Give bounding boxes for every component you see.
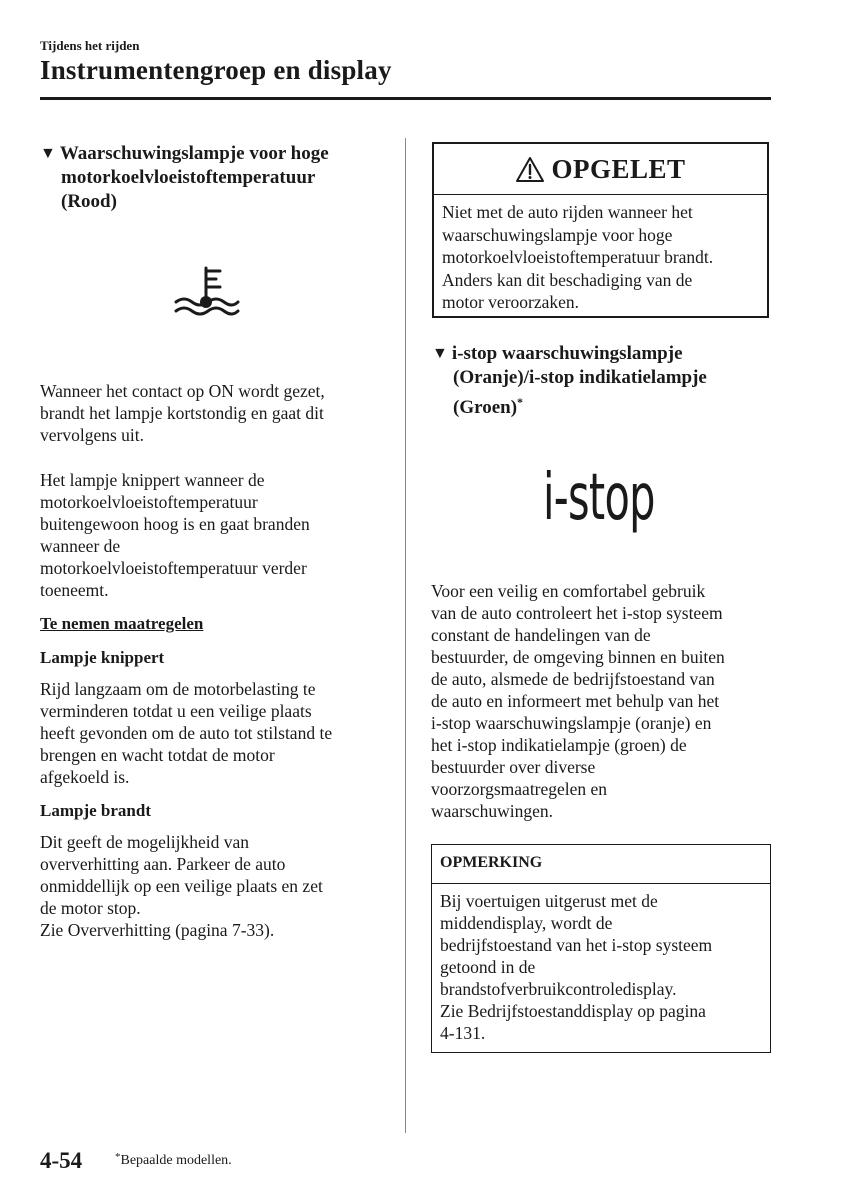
footnote: *Bepaalde modellen. xyxy=(115,1151,232,1168)
paragraph-istop-description: Voor een veilig en comfortabel gebruik van de auto controleert het i-stop systeem constant de handelingen van de bestuurder, de omgeving binnen en buiten de auto, alsmede de bedrijfstoestand van de auto en informeert met behulp van het i-stop waarschuwingslampje (oranje) en het i-stop indikatielampje (groen) de bestuurder over diverse voorzorgsmaatregelen en waarschuwingen. xyxy=(431,581,725,821)
warning-triangle-icon xyxy=(515,156,545,183)
page-number: 4-54 xyxy=(40,1148,83,1173)
model-asterisk: * xyxy=(517,395,524,409)
caution-text: Niet met de auto rijden wanneer het waarschuwingslampje voor hoge motorkoelvloeistoftemperatuur brandt. Anders kan dit beschadiging van de motor veroorzaken. xyxy=(442,202,714,312)
coolant-temperature-warning-icon xyxy=(172,264,240,324)
istop-indicator-symbol: i-stop xyxy=(543,461,655,535)
note-label: OPMERKING xyxy=(432,845,770,884)
paragraph-blinking-action: Rijd langzaam om de motorbelasting te verminderen totdat u een veilige plaats heeft gevonden om de auto tot stilstand te brengen en wacht totdat de motor afgekoeld is. xyxy=(40,679,333,787)
caution-label: OPGELET xyxy=(551,153,686,184)
note-box xyxy=(431,844,771,1053)
istop-heading: ▼ i-stop waarschuwingslampje (Oranje)/i-stop indikatielampje (Groen)* xyxy=(432,343,707,418)
paragraph-blinking-description: Het lampje knippert wanneer de motorkoelvloeistoftemperatuur buitengewoon hoog is en gaat branden wanneer de motorkoelvloeistoftemperatuur verder toeneemt. xyxy=(40,470,310,600)
title-rule xyxy=(40,97,771,100)
paragraph-lit-action: Dit geeft de mogelijkheid van oververhitting aan. Parkeer de auto onmiddellijk op een veilige plaats en zet de motor stop. Zie Oververhitting (pagina 7-33). xyxy=(40,832,323,940)
coolant-warning-heading: ▼ Waarschuwingslampje voor hoge motorkoelvloeistoftemperatuur (Rood) xyxy=(40,143,329,212)
section-marker-icon: ▼ xyxy=(432,345,448,362)
lit-heading: Lampje brandt xyxy=(40,801,151,820)
blinking-heading: Lampje knippert xyxy=(40,648,165,667)
section-marker-icon: ▼ xyxy=(40,145,56,162)
page-title: Instrumentengroep en display xyxy=(40,55,392,85)
note-text: Bij voertuigen uitgerust met de middendisplay, wordt de bedrijfstoestand van het i-stop systeem getoond in de brandstofverbruikcontroledisplay. Zie Bedrijfstoestanddisplay op pagina 4-131. xyxy=(440,891,713,1043)
paragraph-contact-on: Wanneer het contact op ON wordt gezet, brandt het lampje kortstondig en gaat dit vervolgens uit. xyxy=(40,381,325,445)
column-divider xyxy=(405,138,406,1133)
caution-box xyxy=(432,142,769,318)
running-head: Tijdens het rijden xyxy=(40,38,140,53)
caution-header xyxy=(434,144,767,195)
measures-heading: Te nemen maatregelen xyxy=(40,614,204,633)
